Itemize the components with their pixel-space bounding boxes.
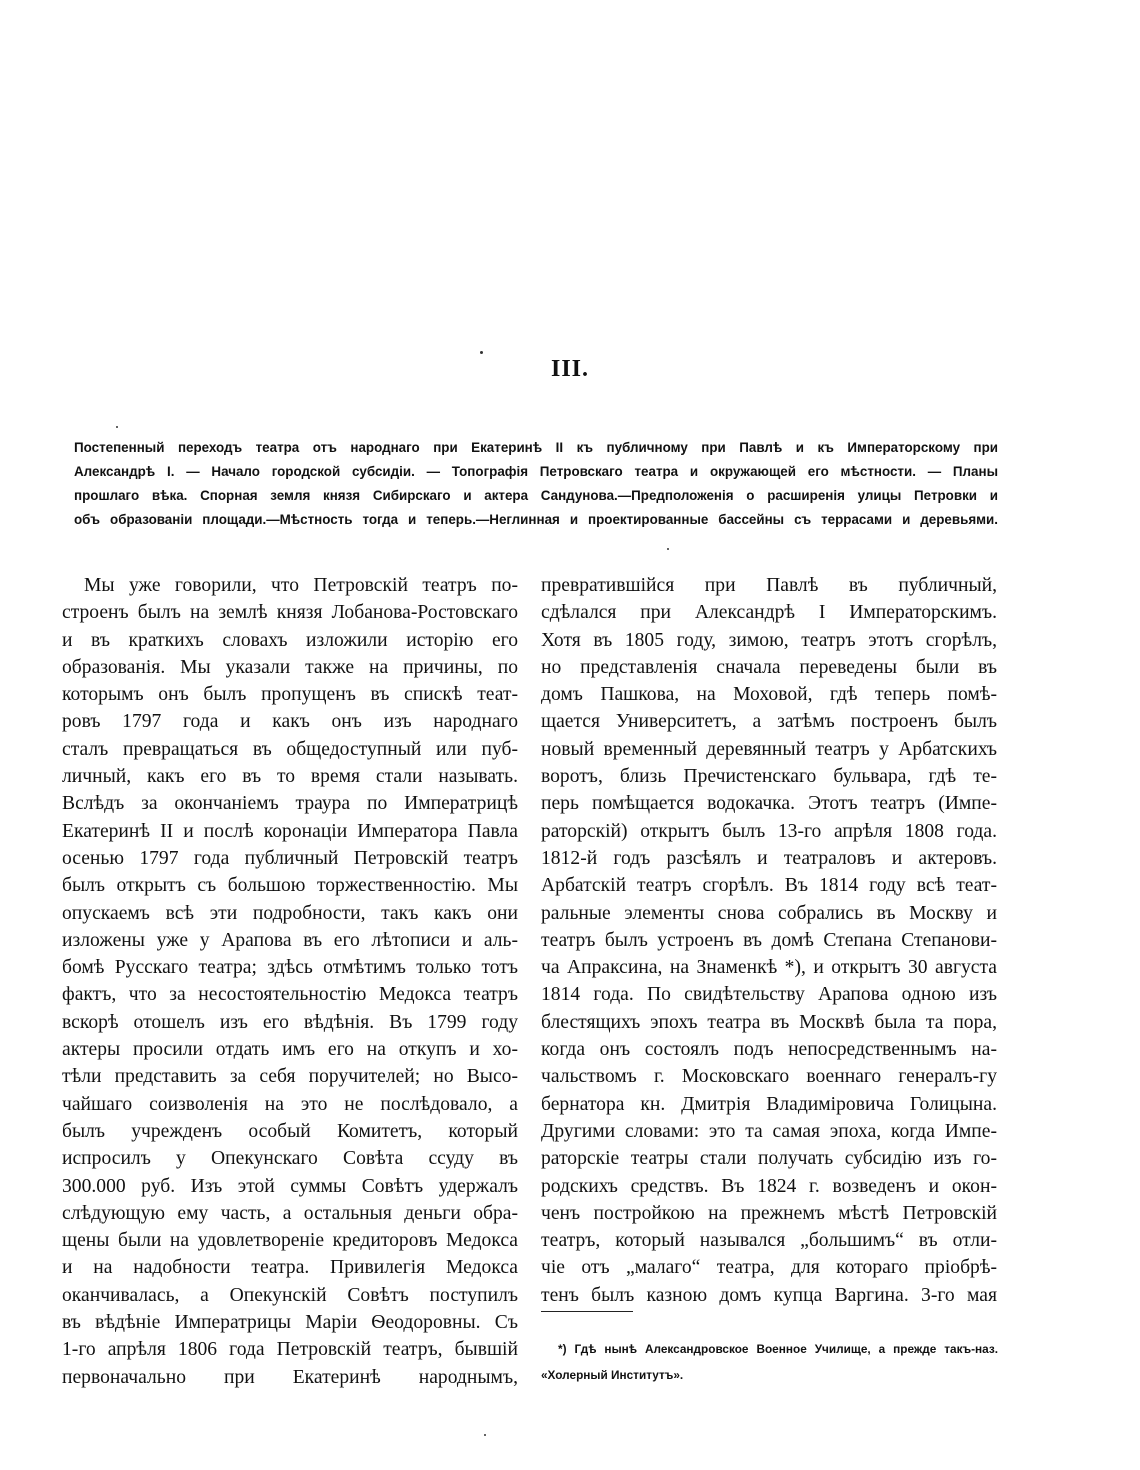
text-line: тенъ былъ казною домъ купца Варгина. 3-го мая — [541, 1284, 997, 1306]
text-line: ча Апраксина, на Знаменкѣ *), и открытъ 30 августа — [541, 957, 997, 979]
text-line: оканчивалась, а Опекунскій Совѣтъ поступилъ — [62, 1284, 518, 1306]
footnote — [541, 1336, 998, 1388]
scan-speck — [667, 548, 669, 550]
text-line: родскихъ средствъ. Въ 1824 г. возведенъ и окон- — [541, 1175, 997, 1197]
text-line: осенью 1797 года публичный Петровскій театръ — [62, 847, 518, 869]
text-line: блестящихъ эпохъ театра въ Москвѣ была та пора, — [541, 1011, 997, 1033]
text-line: домъ Пашкова, на Моховой, гдѣ теперь помѣ- — [541, 684, 997, 706]
chapter-number: III. — [550, 356, 590, 382]
text-line: театръ, который назывался „большимъ“ въ отли- — [541, 1230, 997, 1252]
footnote-line: *) Гдѣ нынѣ Александровское Военное Училище, а прежде такъ-наз. — [558, 1342, 998, 1356]
text-line: Екатеринѣ II и послѣ коронаціи Императора Павла — [62, 820, 518, 842]
text-line: чіе отъ „малаго“ театра, для котораго пріобрѣ- — [541, 1257, 997, 1279]
text-line: изложены уже у Арапова въ его лѣтописи и аль- — [62, 929, 518, 951]
text-line: раторскіе театры стали получать субсидію изъ го- — [541, 1148, 997, 1170]
text-line: въ вѣдѣніе Императрицы Маріи Ѳеодоровны. Съ — [62, 1312, 518, 1334]
summary-line: объ образованіи площади.—Мѣстность тогда и теперь.—Неглинная и проектированные бассейны съ террасами и деревьями. — [74, 512, 998, 527]
text-line: Арбатскій театръ сгорѣлъ. Въ 1814 году всѣ теат- — [541, 875, 997, 897]
scan-speck — [480, 351, 483, 354]
text-line: сталъ превращаться въ общедоступный или пуб- — [62, 738, 518, 760]
text-line: щается Университетъ, а затѣмъ построенъ былъ — [541, 711, 997, 733]
text-line: превратившійся при Павлѣ въ публичный, — [541, 575, 997, 596]
text-line: тѣли представить за себя поручителей; но Высо- — [62, 1066, 518, 1088]
footnote-line: «Холерный Институтъ». — [541, 1368, 684, 1382]
text-line: ровъ 1797 года и какъ онъ изъ народнаго — [62, 711, 518, 733]
text-line: первоначально при Екатеринѣ народнымъ, — [62, 1366, 518, 1388]
text-line: Вслѣдъ за окончаніемъ траура по Императрицѣ — [62, 793, 518, 815]
text-line: чальствомъ г. Московскаго военнаго генералъ-гу — [541, 1066, 997, 1088]
text-line: сдѣлался при Александрѣ I Императорскимъ. — [541, 602, 997, 624]
text-line: когда онъ состоялъ подъ непосредственнымъ на- — [541, 1039, 997, 1061]
text-line: 1814 года. По свидѣтельству Арапова одною изъ — [541, 984, 997, 1006]
text-line: Хотя въ 1805 году, зимою, театръ этотъ сгорѣлъ, — [541, 629, 997, 651]
footnote-divider — [541, 1311, 633, 1312]
summary-line: прошлаго вѣка. Спорная земля князя Сибирскаго и актера Сандунова.—Предположенія о расширенія улицы Петровки и — [74, 488, 998, 503]
text-line: ченъ постройкою на прежнемъ мѣстѣ Петровскій — [541, 1202, 997, 1224]
text-line: театръ былъ устроенъ въ домѣ Степана Степанови- — [541, 929, 997, 951]
text-line: новый временный деревянный театръ у Арбатскихъ — [541, 738, 997, 760]
text-line: но представленія сначала переведены были въ — [541, 656, 997, 678]
text-line: испросилъ у Опекунскаго Совѣта ссуду въ — [62, 1148, 518, 1170]
text-line: вскорѣ отошелъ изъ его вѣдѣнія. Въ 1799 году — [62, 1011, 518, 1033]
text-line: чайшаго соизволенія на это не послѣдовало, а — [62, 1093, 518, 1115]
text-line: актеры просили отдать имъ его на откупъ и хо- — [62, 1039, 518, 1061]
text-line: слѣдующую ему часть, а остальныя деньги обра- — [62, 1202, 518, 1224]
scan-speck — [484, 1434, 486, 1436]
text-line: перь помѣщается водокачка. Этотъ театръ (Импе- — [541, 793, 997, 815]
text-line: ральные элементы снова собрались въ Москву и — [541, 902, 997, 924]
text-line: 300.000 руб. Изъ этой суммы Совѣтъ удержалъ — [62, 1175, 518, 1197]
text-line: бернатора кн. Дмитрія Владиміровича Голицына. — [541, 1093, 997, 1115]
summary-line: Постепенный переходъ театра отъ народнаго при Екатеринѣ II къ публичному при Павлѣ и къ Императорскому при — [74, 440, 998, 455]
text-line: и на надобности театра. Привилегія Медокса — [62, 1257, 518, 1279]
text-line: 1812-й годъ разсѣялъ и театраловъ и актеровъ. — [541, 847, 997, 869]
scan-speck — [116, 426, 118, 428]
text-line: былъ открытъ съ большою торжественностію. Мы — [62, 875, 518, 897]
text-line: 1-го апрѣля 1806 года Петровскій театръ, бывшій — [62, 1339, 518, 1361]
text-line: щены были на удовлетвореніе кредиторовъ Медокса — [62, 1230, 518, 1252]
text-line: бомѣ Русскаго театра; здѣсь отмѣтимъ только тотъ — [62, 957, 518, 979]
summary-line: Александрѣ I. — Начало городской субсидіи. — Топографія Петровскаго театра и окружающей его мѣстности. — Планы — [74, 464, 998, 479]
left-text-column — [62, 572, 518, 1391]
text-line: и въ краткихъ словахъ изложили исторію его — [62, 629, 518, 651]
text-line: воротъ, близь Пречистенскаго бульвара, гдѣ те- — [541, 766, 997, 788]
text-line: былъ учрежденъ особый Комитетъ, который — [62, 1120, 518, 1142]
text-line: образованія. Мы указали также на причины, по — [62, 656, 518, 678]
text-line: строенъ былъ на землѣ князя Лобанова-Ростовскаго — [62, 602, 518, 624]
chapter-summary — [74, 436, 998, 532]
text-line: опускаемъ всѣ эти подробности, такъ какъ они — [62, 902, 518, 924]
text-line: раторскій) открытъ былъ 13-го апрѣля 1808 года. — [541, 820, 997, 842]
text-line: Мы уже говорили, что Петровскій театръ по- — [84, 575, 518, 596]
text-line: которымъ онъ былъ пропущенъ въ спискѣ теат- — [62, 684, 518, 706]
text-line: фактъ, что за несостоятельностію Медокса театръ — [62, 984, 518, 1006]
text-line: Другими словами: это та самая эпоха, когда Импе- — [541, 1120, 997, 1142]
right-text-column — [541, 572, 997, 1309]
text-line: личный, какъ его въ то время стали называть. — [62, 766, 518, 788]
